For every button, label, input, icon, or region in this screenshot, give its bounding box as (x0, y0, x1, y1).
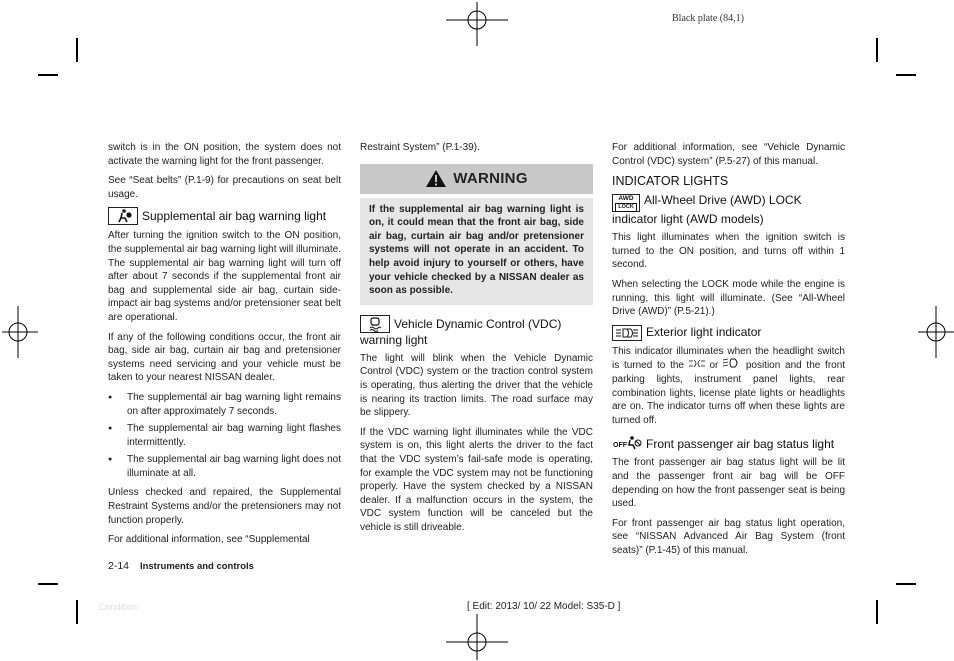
passenger-air-bag-off-icon (612, 433, 642, 451)
column-left (108, 141, 341, 553)
page-number: 2-14 (108, 560, 130, 572)
warning-title: WARNING (453, 169, 528, 187)
paragraph: Restraint System” (P.1-39). (360, 142, 480, 153)
registration-mark-bottom (446, 614, 508, 660)
footer-section-title: Instruments and controls (139, 561, 254, 572)
paragraph: switch is in the ON position, the system does not activate the warning light for the front passenger. (108, 142, 341, 167)
paragraph: For front passenger air bag status light operation, see “NISSAN Advanced Air Bag System (front seats)” (P.1-45) of this manual. (612, 517, 845, 556)
heading-supplemental-air-bag (108, 207, 341, 225)
heading-passenger-air-bag-status (612, 433, 845, 452)
registration-mark-left (2, 306, 38, 358)
paragraph: When selecting the LOCK mode while the engine is running, this light will illuminate. (See “All-Wheel Drive (AWD)” (P.5-21).) (612, 278, 845, 318)
paragraph: If the VDC warning light illuminates while the VDC system is on, this light alerts the driver to the fact that the VDC system’s fail-safe mode is operating, for example the VDC system may not be functioning properly. Have the system checked by a NISSAN dealer. If a malfunction occurs in the system, the VDC system function will be canceled but the vehicle is still driveable. (360, 426, 593, 533)
paragraph: If any of the following conditions occur, the front air bag, side air bag, curtain air bag and pretensioner systems need servicing and your vehicle must be taken to your nearest NISSAN dealer. (108, 331, 341, 384)
off-icon-text: OFF (613, 442, 627, 450)
paragraph: Unless checked and repaired, the Supplemental Restraint Systems and/or the pretensioners may not function properly. (108, 487, 341, 526)
heading-text: Exterior light indicator (646, 324, 762, 339)
plate-label: Black plate (84,1) (672, 13, 744, 24)
warning-header (360, 164, 593, 194)
section-title: INDICATOR LIGHTS (612, 174, 729, 189)
column-middle (360, 141, 593, 540)
exterior-light-icon (612, 325, 642, 341)
heading-text: Supplemental air bag warning light (142, 209, 327, 224)
condition-label: Condition: (99, 602, 140, 612)
paragraph (612, 345, 845, 428)
edit-info: [ Edit: 2013/ 10/ 22 Model: S35-D ] (467, 601, 621, 612)
awd-lock-icon (612, 194, 640, 212)
registration-mark-top (446, 2, 508, 46)
registration-mark-right (918, 306, 954, 358)
paragraph: The light will blink when the Vehicle Dynamic Control (VDC) system or the traction control system is operating, thus alerting the driver that the vehicle is nearing its traction limits. The road surface may be slippery. (360, 352, 593, 419)
lock-icon-text: LOCK (615, 203, 637, 212)
list-item: ● The supplemental air bag warning light flashes intermittently. (108, 422, 341, 449)
bullet-list (108, 391, 341, 481)
paragraph: For additional information, see “Vehicle Dynamic Control (VDC) system” (P.5-27) of this manual. (612, 142, 845, 167)
headlight-icon (723, 358, 741, 368)
page-footer (108, 560, 254, 572)
paragraph: After turning the ignition switch to the ON position, the supplemental air bag warning light will illuminate. The supplemental air bag warning light will turn off after about 7 seconds if the supplemental front air bag and supplemental side air bag, curtain side-impact air bag systems and/or pretensioner seat belt are operational. (108, 230, 341, 323)
paragraph: See “Seat belts” (P.1-9) for precautions on seat belt usage. (108, 175, 341, 200)
heading-text: All-Wheel Drive (AWD) LOCK indicator light (AWD models) (612, 193, 802, 227)
heading-exterior-light (612, 325, 845, 341)
heading-text: Front passenger air bag status light (646, 437, 835, 452)
heading-vdc-warning (360, 315, 593, 348)
paragraph-text: or (709, 360, 719, 372)
heading-awd-lock (612, 193, 845, 227)
air-bag-warning-icon (108, 207, 138, 225)
column-right (612, 141, 845, 563)
paragraph: This light illuminates when the ignition switch is turned to the ON position, and turns off within 1 second. (612, 232, 845, 271)
parking-light-icon (689, 359, 705, 368)
paragraph: For additional information, see “Supplemental (108, 534, 310, 546)
vdc-warning-icon (360, 315, 390, 333)
awd-icon-text: AWD (618, 195, 634, 203)
warning-triangle-icon (425, 169, 447, 188)
heading-text: Vehicle Dynamic Control (VDC) warning light (360, 316, 562, 347)
list-item: ● The supplemental air bag warning light remains on after approximately 7 seconds. (108, 391, 341, 418)
list-item: ● The supplemental air bag warning light does not illuminate at all. (108, 453, 341, 480)
paragraph-text: This indicator illuminates when the headlight switch is turned to the (612, 345, 845, 372)
paragraph-text: position and the front parking lights, instrument panel lights, rear combination lights, license plate lights or headlights are on. The indicator turns off when these lights are turned off. (612, 360, 846, 426)
paragraph: The front passenger air bag status light will be lit and the passenger front air bag will be OFF depending on how the front passenger seat is being used. (612, 457, 845, 510)
warning-text: If the supplemental air bag warning light is on, it could mean that the front air bag, side air bag, curtain air bag and/or pretensioner systems will not operate in an accident. To help avoid injury to yourself or others, have your vehicle checked by a NISSAN dealer as soon as possible. (360, 198, 593, 305)
